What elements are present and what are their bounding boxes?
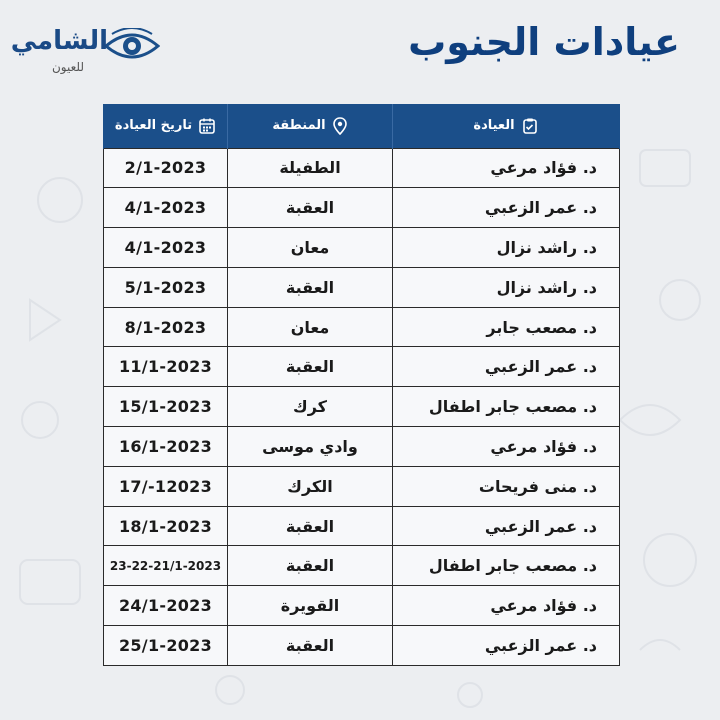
cell-date: 5/1-2023 bbox=[104, 267, 228, 307]
cell-region: كرك bbox=[228, 387, 393, 427]
cell-region: معان bbox=[228, 307, 393, 347]
cell-region: وادي موسى bbox=[228, 427, 393, 467]
cell-clinic: د. مصعب جابر اطفال bbox=[393, 387, 620, 427]
cell-clinic: د. مصعب جابر اطفال bbox=[393, 546, 620, 586]
clipboard-icon bbox=[521, 117, 539, 135]
cell-region: القويرة bbox=[228, 586, 393, 626]
table-row bbox=[104, 466, 620, 506]
cell-date: 25/1-2023 bbox=[104, 626, 228, 666]
cell-clinic: د. مصعب جابر bbox=[393, 307, 620, 347]
cell-date: 4/1-2023 bbox=[104, 188, 228, 228]
brand-tagline: للعيون bbox=[51, 60, 85, 74]
table-row bbox=[104, 586, 620, 626]
cell-region: العقبة bbox=[228, 546, 393, 586]
cell-clinic: د. عمر الزعبي bbox=[393, 506, 620, 546]
cell-clinic: د. منى فريحات bbox=[393, 466, 620, 506]
header-region-label: المنطقة bbox=[272, 118, 326, 134]
table-row bbox=[104, 188, 620, 228]
cell-date: 23-22-21/1-2023 bbox=[104, 546, 228, 586]
table-row bbox=[104, 148, 620, 188]
table-row bbox=[104, 387, 620, 427]
table-row bbox=[104, 347, 620, 387]
cell-clinic: د. راشد نزال bbox=[393, 267, 620, 307]
cell-clinic: د. راشد نزال bbox=[393, 228, 620, 268]
table-row bbox=[104, 546, 620, 586]
brand-logo bbox=[10, 22, 164, 74]
cell-region: العقبة bbox=[228, 626, 393, 666]
cell-region: العقبة bbox=[228, 506, 393, 546]
cell-clinic: د. عمر الزعبي bbox=[393, 626, 620, 666]
header-date-label: تاريخ العيادة bbox=[114, 118, 193, 134]
cell-date: 4/1-2023 bbox=[104, 228, 228, 268]
cell-date: 15/1-2023 bbox=[104, 387, 228, 427]
cell-clinic: د. عمر الزعبي bbox=[393, 347, 620, 387]
cell-region: العقبة bbox=[228, 188, 393, 228]
eye-icon bbox=[104, 28, 160, 64]
table-header-row bbox=[104, 104, 620, 148]
cell-date: 17/-12023 bbox=[104, 466, 228, 506]
header-clinic bbox=[393, 104, 620, 148]
cell-date: 2/1-2023 bbox=[104, 148, 228, 188]
cell-clinic: د. فؤاد مرعي bbox=[393, 586, 620, 626]
clinic-schedule-table bbox=[103, 104, 620, 666]
table-row bbox=[104, 307, 620, 347]
cell-date: 16/1-2023 bbox=[104, 427, 228, 467]
cell-clinic: د. فؤاد مرعي bbox=[393, 148, 620, 188]
cell-region: الطفيلة bbox=[228, 148, 393, 188]
cell-date: 8/1-2023 bbox=[104, 307, 228, 347]
cell-region: الكرك bbox=[228, 466, 393, 506]
cell-date: 11/1-2023 bbox=[104, 347, 228, 387]
header-date bbox=[104, 104, 228, 148]
table-row bbox=[104, 427, 620, 467]
location-pin-icon bbox=[332, 117, 348, 135]
cell-clinic: د. عمر الزعبي bbox=[393, 188, 620, 228]
cell-region: العقبة bbox=[228, 267, 393, 307]
cell-region: العقبة bbox=[228, 347, 393, 387]
brand-name: الشامي bbox=[10, 26, 108, 56]
calendar-icon bbox=[198, 117, 216, 135]
table-row bbox=[104, 626, 620, 666]
cell-date: 18/1-2023 bbox=[104, 506, 228, 546]
table-row bbox=[104, 228, 620, 268]
cell-date: 24/1-2023 bbox=[104, 586, 228, 626]
header-clinic-label: العيادة bbox=[473, 118, 515, 134]
page-title: عيادات الجنوب bbox=[408, 20, 680, 64]
cell-clinic: د. فؤاد مرعي bbox=[393, 427, 620, 467]
table-row bbox=[104, 267, 620, 307]
table-row bbox=[104, 506, 620, 546]
cell-region: معان bbox=[228, 228, 393, 268]
header-region bbox=[228, 104, 393, 148]
